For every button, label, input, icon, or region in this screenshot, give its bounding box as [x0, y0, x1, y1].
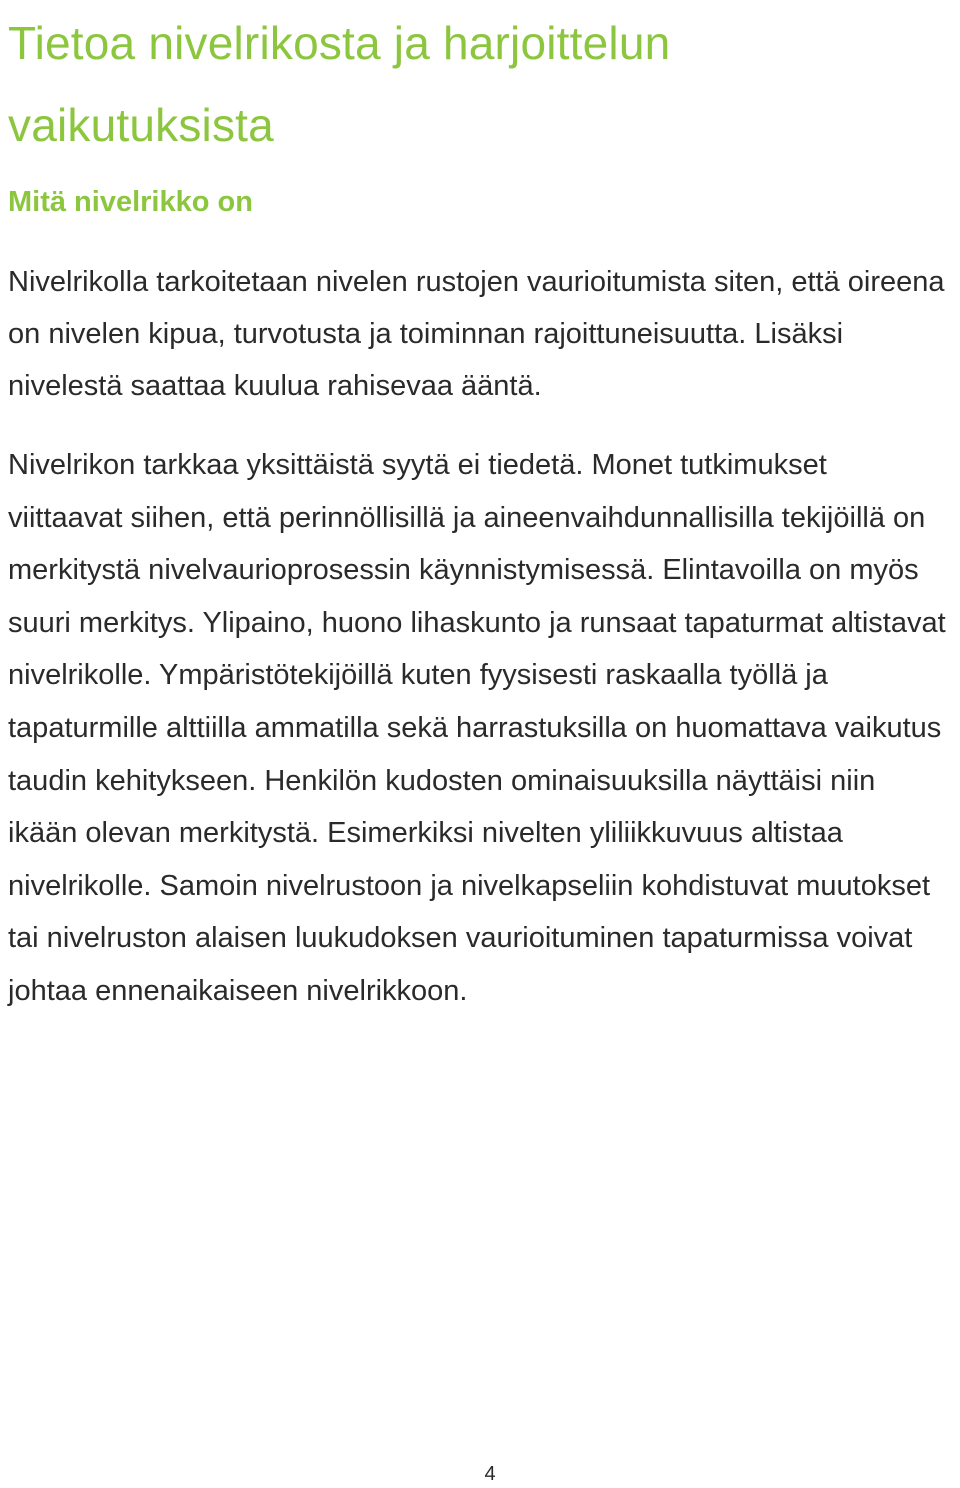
document-title: Tietoa nivelrikosta ja harjoittelun vaikutuksista — [8, 17, 671, 151]
section-heading: Mitä nivelrikko on — [8, 186, 253, 218]
page-number: 4 — [484, 1463, 496, 1485]
paragraph-causes: Nivelrikon tarkkaa yksittäistä syytä ei tiedetä. Monet tutkimukset viittaavat siihen, että perinnöllisillä ja aineenvaihdunnallisilla tekijöillä on merkitystä nivelvaurioprosessin käynnistymisessä. Elintavoilla on myös suuri merkitys. Ylipaino, huono lihaskunto ja runsaat tapaturmat altistavat nivelrikolle. Ympäristötekijöillä kuten fyysisesti raskaalla työllä ja tapaturmille alttiilla ammatilla sekä harrastuksilla on huomattava vaikutus taudin kehitykseen. Henkilön kudosten ominaisuuksilla näyttäisi niin ikään olevan merkitystä. Esimerkiksi nivelten yliliikkuvuus altistaa nivelrikolle. Samoin nivelrustoon ja nivelkapseliin kohdistuvat muutokset tai nivelruston alaisen luukudoksen vaurioituminen tapaturmissa voivat johtaa ennenaikaiseen nivelrikkoon. — [8, 449, 946, 1007]
paragraph-definition: Nivelrikolla tarkoitetaan nivelen rustojen vaurioitumista siten, että oireena on nivelen kipua, turvotusta ja toiminnan rajoittuneisuutta. Lisäksi nivelestä saattaa kuulua rahisevaa ääntä. — [8, 266, 945, 402]
